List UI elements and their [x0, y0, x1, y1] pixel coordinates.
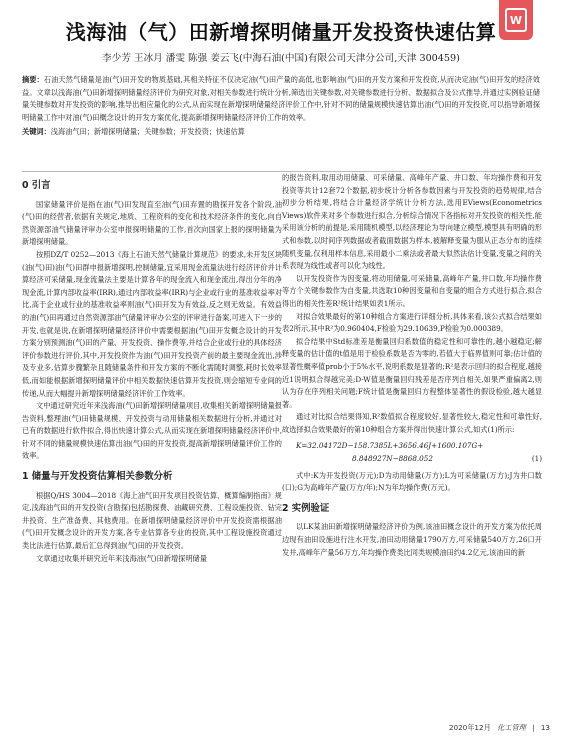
- body-paragraph: 根据Q/HS 3004—2018《海上油气田开发项目投资估算、概算编制指南》规定,浅海油气田的开发投资(含勘探)包括勘探费、油藏研究费、工程设施投资、钻完井投资、生产准备费、其他费用。在新增探明储量经济评价中开发投资需根据油(气)田开发概念设计的开发方案,各专业估算各专业的投资,其中工程设施投资通过类比法进行估算,最后汇总得到油(气)田的开发投资。: [22, 490, 282, 551]
- page-footer: [420, 723, 550, 733]
- section-heading-2: 2 实例验证: [282, 502, 330, 514]
- section-heading-1: 1 储量与开发投资估算相关参数分析: [22, 471, 173, 483]
- body-paragraph: 的报告资料,取用动用储量、可采储量、高峰年产量、井口数、年均操作费和开发投资等共计12套72个数据,初步统计分析各参数因素与开发投资的趋势规律,结合初步分析结果,将结合计量经济学统计分析方法,选用EViews(Econometrics Views)软件来对多个参数进行拟合,分析综合情况下各指标对开发投资的相关性,能采用该分析的前提是,采用随机模型,以经济理论为导向建立模型,模型具有明确的形式和参数,以时间序列数据或者截面数据为样本,被解释变量为服从正态分布的连续随机变量,仅利用样本信息,采用最小二乘法或者最大似然法估计变量,变量之间的关系表现为线性或者可以化为线性。: [282, 173, 542, 271]
- keywords-label: 关键词：: [22, 127, 51, 137]
- body-paragraph: 文中通过研究近年来浅海油(气)田新增探明储量项目,收集相关新增探明储量报告资料,整理油(气)田储量规模、开发投资与动用储量相关数据进行分析,并通过对已有的数据进行软件拟合,得出快速计算公式,从而实现在新增探明储量经济评价中,针对不同的储量规模快速估算出油(气)田的开发投资,提高新增探明储量评价工作的效率。: [22, 401, 282, 461]
- right-column: [282, 172, 542, 559]
- body-paragraph: 按照DZ/T 0252—2013《海上石油天然气储量计算规范》的要求,未开发区块(油(气)田)油(气)田群申报新增探明,控制储量,宜采用现金流量法进行经济评价并计算经济可采储量,现金流量法主要是计算各年的现金流入和现金流出,得出分年的净现金流,计算内部收益率(IRR),通过内部收益率(IRR)与企业或行业的基准收益率对比,高于企业或行业的基准收益率则油(气)田开发为有效益,反之则无效益。有效益的油(气)田再通过自然资源部油气储量评审办公室的评审进行备案,可进入下一步的开发,也就是说,在新增探明储量经济评价中需要根据油(气)田开发概念设计的开发方案分别预测油(气)田的产量、开发投资、操作费等,并结合企业或行业的具体经济评价参数进行评价,其中,开发投资作为油(气)田开发投资产前的最主要现金流出,涉及专业多,估算步骤繁杂且随储量条件和开发方案的不断化需随时调整,耗时长效率低,而如能根据新增探明储量评价中相关数据快速估算开发投资,则会缩短专业间的传递,从而大幅提升新增探明储量经济评价工作效率。: [22, 249, 283, 398]
- body-paragraph: 式中:K为开发投资(万元);D为动用储量(万方);L为可采储量(万方);J为井口数(口);G为高峰年产量(万方/年);N为年均操作费(万元)。: [282, 470, 542, 493]
- paper-title: 浅海油（气）田新增探明储量开发投资快速估算: [65, 20, 497, 44]
- keywords-paragraph: [22, 126, 540, 139]
- badge-letter: W: [509, 13, 523, 27]
- abstract-text: 石油天然气储量是油(气)田开发的物质基础,其相关特征不仅决定油(气)田产量的高低,也影响油(气)田的开发方案和开发投资,从而决定油(气)田开发的经济效益。文章以浅海油(气)田新增探明储量经济评价为研究对象,对相关参数进行统计分析,筛选出关键参数,对关键参数进行分析、数据拟合及公式推导,并通过实例验证储量关键参数对开发投资的影响,推导出相应量化的公式,从而实现在新增探明储量经济评价工作中,针对不同的储量规模快速估算出油(气)田的开发投资,可以指导新增探明储量工作中对油(气)田概念设计的开发方案优化,提高新增探明储量经济评价工作的效率。: [22, 75, 540, 122]
- equation-1: [282, 440, 542, 465]
- body-paragraph: 拟合结果中Std标准差是衡量回归系数值的稳定性和可靠性的,越小越稳定;解释变量的估计值的t值是用于检验系数是否为零的,若值大于临界值则可靠;估计值的显著性概率值prob小于5%水平,说明系数是显著的;R²是表示回归的拟合程度,越接近1说明拟合得越完美;D-W值是衡量回归残差是否序列自相关,如果严重偏离2,则认为存在序列相关问题;F统计值是衡量回归方程整体显著性的假设检验,越大越显著。: [282, 336, 542, 409]
- body-paragraph: 对拟合效果最好的第10种组合方案进行详细分析,具体来看,该公式拟合结果如表2所示,其中R²为0.960404,F检验为29.10639,P检验为0.000389。: [282, 311, 542, 334]
- body-paragraph: 以开发投资作为因变量,将动用储量,可采储量,高峰年产量,井口数,年均操作费等方个关键参数作为自变量,共选取10种因变量和自变量的组合方式进行拟合,拟合得出的相关性差R²统计结果如表1所示。: [282, 273, 542, 308]
- left-column: [22, 172, 282, 565]
- keywords-text: 浅海油气田；新增探明储量；关键参数；开发投资；快速估算: [50, 127, 245, 137]
- body-paragraph: 国家储量评价是指在油(气)田发现直至油(气)田弃置的勘探开发各个阶段,油(气)田的经营者,依据有关规定,地质、工程资料的变化和技术经济条件的变化,向自然资源部油气储量评审办公室申报探明储量的工作,首次向国家上报的探明储量为新增探明储量。: [22, 199, 282, 247]
- page-number: 13: [540, 723, 550, 732]
- equation-line-1: K=32.04172D−158.7385L+3656.46J+1600.107G+: [296, 441, 484, 451]
- journal-name: 化工管理: [497, 723, 526, 732]
- footer-separator: |: [532, 723, 535, 732]
- authors-line: 李少芳 王冰月 潘雯 陈强 姜云飞(中海石油(中国)有限公司天津分公司,天津 300459): [102, 53, 460, 64]
- body-paragraph: 文章通过收集并研究近年来浅海油(气)田新增探明储量: [36, 553, 207, 563]
- abstract-paragraph: [22, 74, 540, 124]
- body-paragraph: 以LK某油田新增探明储量经济评价为例,该油田概念设计的开发方案为依托周边现有油田设施进行注水开发,油田动用储量1790万方,可采储量540万方,26口开发井,高峰年产量56万方,年均操作费类比同类规模油田约4.2亿元,该油田的新: [282, 522, 542, 557]
- equation-line-2: [282, 453, 542, 466]
- section-heading-intro: 0 引言: [22, 180, 51, 191]
- issue-date: 2020年12月: [448, 723, 491, 732]
- abstract: [22, 74, 540, 139]
- abstract-label: 摘要：: [22, 75, 44, 84]
- equation-number: (1): [531, 454, 542, 464]
- body-paragraph: 通过对比拟合结果得知,R²数值拟合程度较好,显著性较大,稳定性和可靠性好,故选择拟合效果最好的第10种组合方案并得出快速计算公式,如式(1)所示:: [282, 412, 542, 434]
- equation-line-2-text: 8.848927N−8868.052: [352, 454, 433, 464]
